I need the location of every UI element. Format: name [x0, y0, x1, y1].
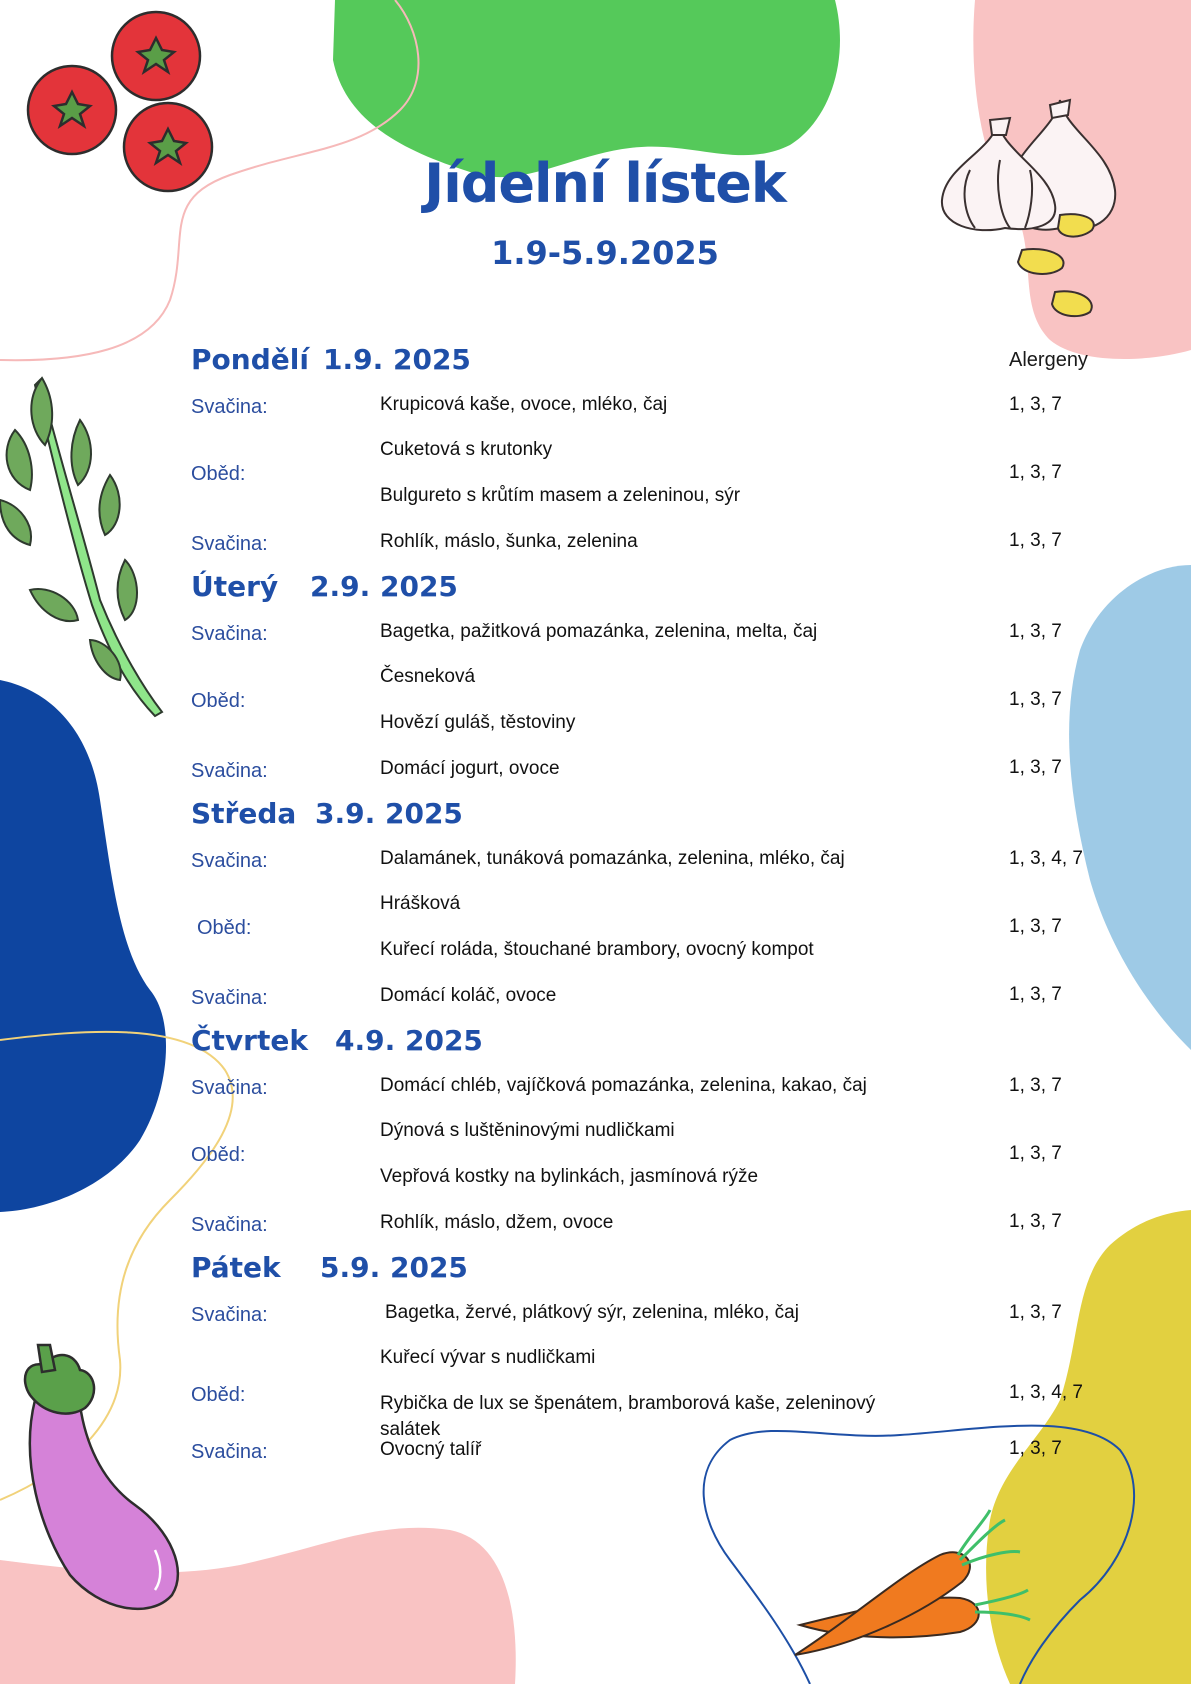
- lunch-soup: Hrášková: [380, 893, 461, 914]
- lunch-allergens: 1, 3, 7: [1009, 462, 1062, 483]
- day-heading: [191, 343, 471, 379]
- snack-text: Dalamánek, tunáková pomazánka, zelenina, mléko, čaj: [380, 848, 845, 869]
- day-date: 5.9. 2025: [320, 1251, 468, 1284]
- lunch-allergens: 1, 3, 7: [1009, 916, 1062, 937]
- snack-label: Svačina:: [191, 1214, 268, 1236]
- dark-blue-blob: [0, 680, 166, 1212]
- week-range: 1.9-5.9.2025: [491, 234, 719, 272]
- snack-label: Svačina:: [191, 623, 268, 645]
- snack-text: Rohlík, máslo, džem, ovoce: [380, 1212, 614, 1233]
- lunch-main: Hovězí guláš, těstoviny: [380, 712, 576, 733]
- snack-label: Svačina:: [191, 850, 268, 872]
- snack-text: Domácí koláč, ovoce: [380, 985, 557, 1006]
- lunch-soup: Dýnová s luštěninovými nudličkami: [380, 1120, 675, 1141]
- snack-label: Svačina:: [191, 396, 268, 418]
- lunch-label: Oběd:: [191, 690, 246, 712]
- snack-text: Bagetka, žervé, plátkový sýr, zelenina, mléko, čaj: [385, 1302, 799, 1323]
- lunch-allergens: 1, 3, 4, 7: [1009, 1382, 1083, 1403]
- lunch-main: Bulgureto s krůtím masem a zeleninou, sýr: [380, 485, 741, 506]
- snack-text: Ovocný talíř: [380, 1439, 482, 1460]
- lunch-soup: Česneková: [380, 666, 476, 687]
- page-title: Jídelní lístek: [424, 152, 786, 215]
- snack-allergens: 1, 3, 7: [1009, 1211, 1062, 1232]
- allergens-heading: Alergeny: [1009, 349, 1088, 371]
- day-name: Čtvrtek: [191, 1024, 308, 1057]
- green-blob: [333, 0, 840, 177]
- day-date: 3.9. 2025: [315, 797, 463, 830]
- snack-text: Domácí jogurt, ovoce: [380, 758, 560, 779]
- day-name: Úterý: [191, 570, 279, 603]
- snack-label: Svačina:: [191, 1304, 268, 1326]
- snack-allergens: 1, 3, 7: [1009, 394, 1062, 415]
- snack-allergens: 1, 3, 7: [1009, 984, 1062, 1005]
- day-name: Pátek: [191, 1251, 281, 1284]
- lunch-soup: Cuketová s krutonky: [380, 439, 553, 460]
- snack-allergens: 1, 3, 7: [1009, 1438, 1062, 1459]
- snack-label: Svačina:: [191, 1441, 268, 1463]
- snack-label: Svačina:: [191, 987, 268, 1009]
- day-heading: [191, 1024, 483, 1060]
- snack-label: Svačina:: [191, 760, 268, 782]
- day-date: 4.9. 2025: [335, 1024, 483, 1057]
- day-heading: [191, 797, 463, 833]
- snack-text: Bagetka, pažitková pomazánka, zelenina, melta, čaj: [380, 621, 818, 642]
- day-heading: [191, 570, 458, 606]
- snack-label: Svačina:: [191, 533, 268, 555]
- snack-allergens: 1, 3, 7: [1009, 757, 1062, 778]
- day-heading: [191, 1251, 468, 1287]
- lunch-allergens: 1, 3, 7: [1009, 1143, 1062, 1164]
- lunch-allergens: 1, 3, 7: [1009, 689, 1062, 710]
- snack-text: Krupicová kaše, ovoce, mléko, čaj: [380, 394, 668, 415]
- lunch-label: Oběd:: [191, 1384, 246, 1406]
- day-date: 2.9. 2025: [310, 570, 458, 603]
- snack-allergens: 1, 3, 7: [1009, 1075, 1062, 1096]
- snack-text: Rohlík, máslo, šunka, zelenina: [380, 531, 638, 552]
- day-name: Pondělí: [191, 343, 309, 376]
- snack-allergens: 1, 3, 7: [1009, 1302, 1062, 1323]
- lunch-label: Oběd:: [191, 463, 246, 485]
- lunch-main: Kuřecí roláda, štouchané brambory, ovocný kompot: [380, 939, 814, 960]
- snack-allergens: 1, 3, 7: [1009, 530, 1062, 551]
- snack-label: Svačina:: [191, 1077, 268, 1099]
- lunch-main: Vepřová kostky na bylinkách, jasmínová rýže: [380, 1166, 759, 1187]
- snack-allergens: 1, 3, 4, 7: [1009, 848, 1083, 869]
- light-blue-blob: [1069, 565, 1191, 1050]
- lunch-soup: Kuřecí vývar s nudličkami: [380, 1347, 596, 1368]
- herb-illustration: [0, 378, 162, 716]
- snack-allergens: 1, 3, 7: [1009, 621, 1062, 642]
- day-date: 1.9. 2025: [323, 343, 471, 376]
- lunch-label: Oběd:: [191, 1144, 246, 1166]
- day-name: Středa: [191, 797, 297, 830]
- lunch-main: Rybička de lux se špenátem, bramborová kaše, zeleninový salátek: [380, 1393, 876, 1440]
- snack-text: Domácí chléb, vajíčková pomazánka, zelenina, kakao, čaj: [380, 1075, 867, 1096]
- lunch-label: Oběd:: [197, 917, 252, 939]
